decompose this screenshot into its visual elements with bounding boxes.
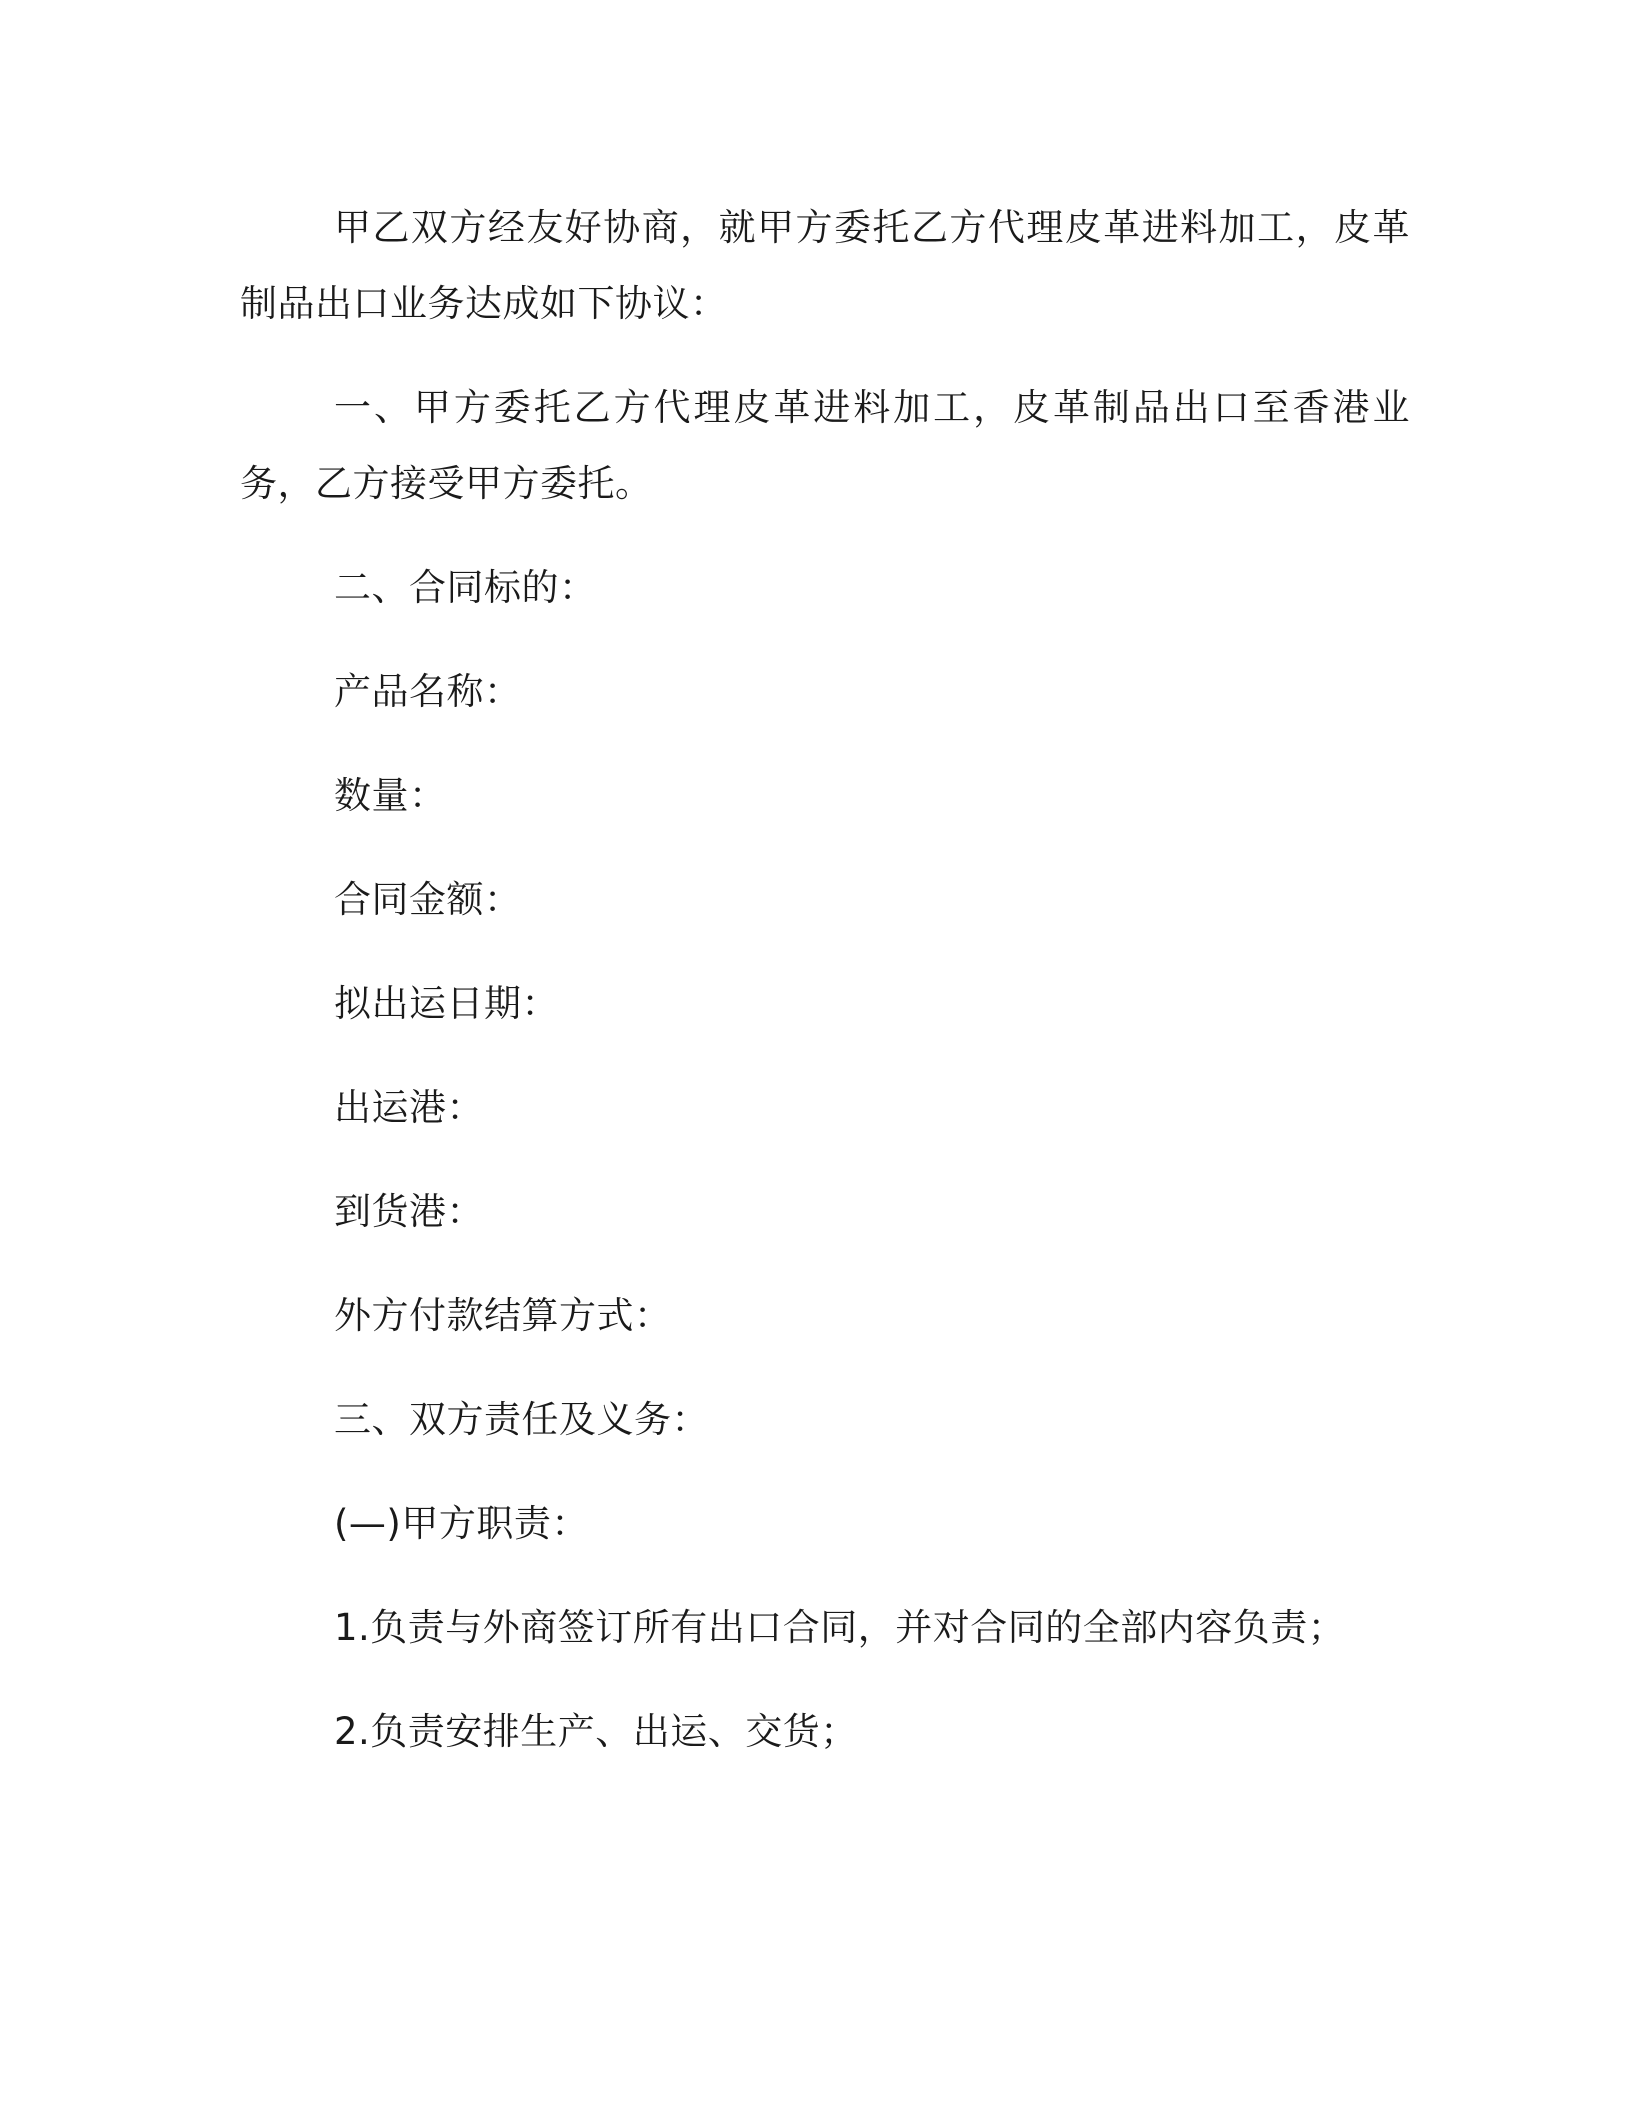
field-shipping-date: 拟出运日期： — [334, 982, 559, 1025]
clause-1-paragraph: 一、甲方委托乙方代理皮革进料加工，皮革制品出口至香港业务，乙方接受甲方委托。 — [240, 386, 1410, 505]
field-port-of-loading: 出运港： — [334, 1086, 484, 1129]
duty-item-2: 2.负责安排生产、出运、交货； — [334, 1710, 858, 1753]
clause-3-heading: 三、双方责任及义务： — [334, 1398, 709, 1441]
intro-paragraph: 甲乙双方经友好协商，就甲方委托乙方代理皮革进料加工，皮革制品出口业务达成如下协议： — [240, 206, 1410, 325]
party-a-duties-heading: (—)甲方职责： — [334, 1502, 589, 1545]
document-body — [240, 190, 1410, 1798]
duty-item-1: 1.负责与外商签订所有出口合同，并对合同的全部内容负责； — [334, 1606, 1346, 1649]
field-quantity: 数量： — [334, 774, 447, 817]
field-product-name: 产品名称： — [334, 670, 522, 713]
field-payment-method: 外方付款结算方式： — [334, 1294, 672, 1337]
clause-2-heading: 二、合同标的： — [334, 566, 597, 609]
field-port-of-destination: 到货港： — [334, 1190, 484, 1233]
field-contract-amount: 合同金额： — [334, 878, 522, 921]
